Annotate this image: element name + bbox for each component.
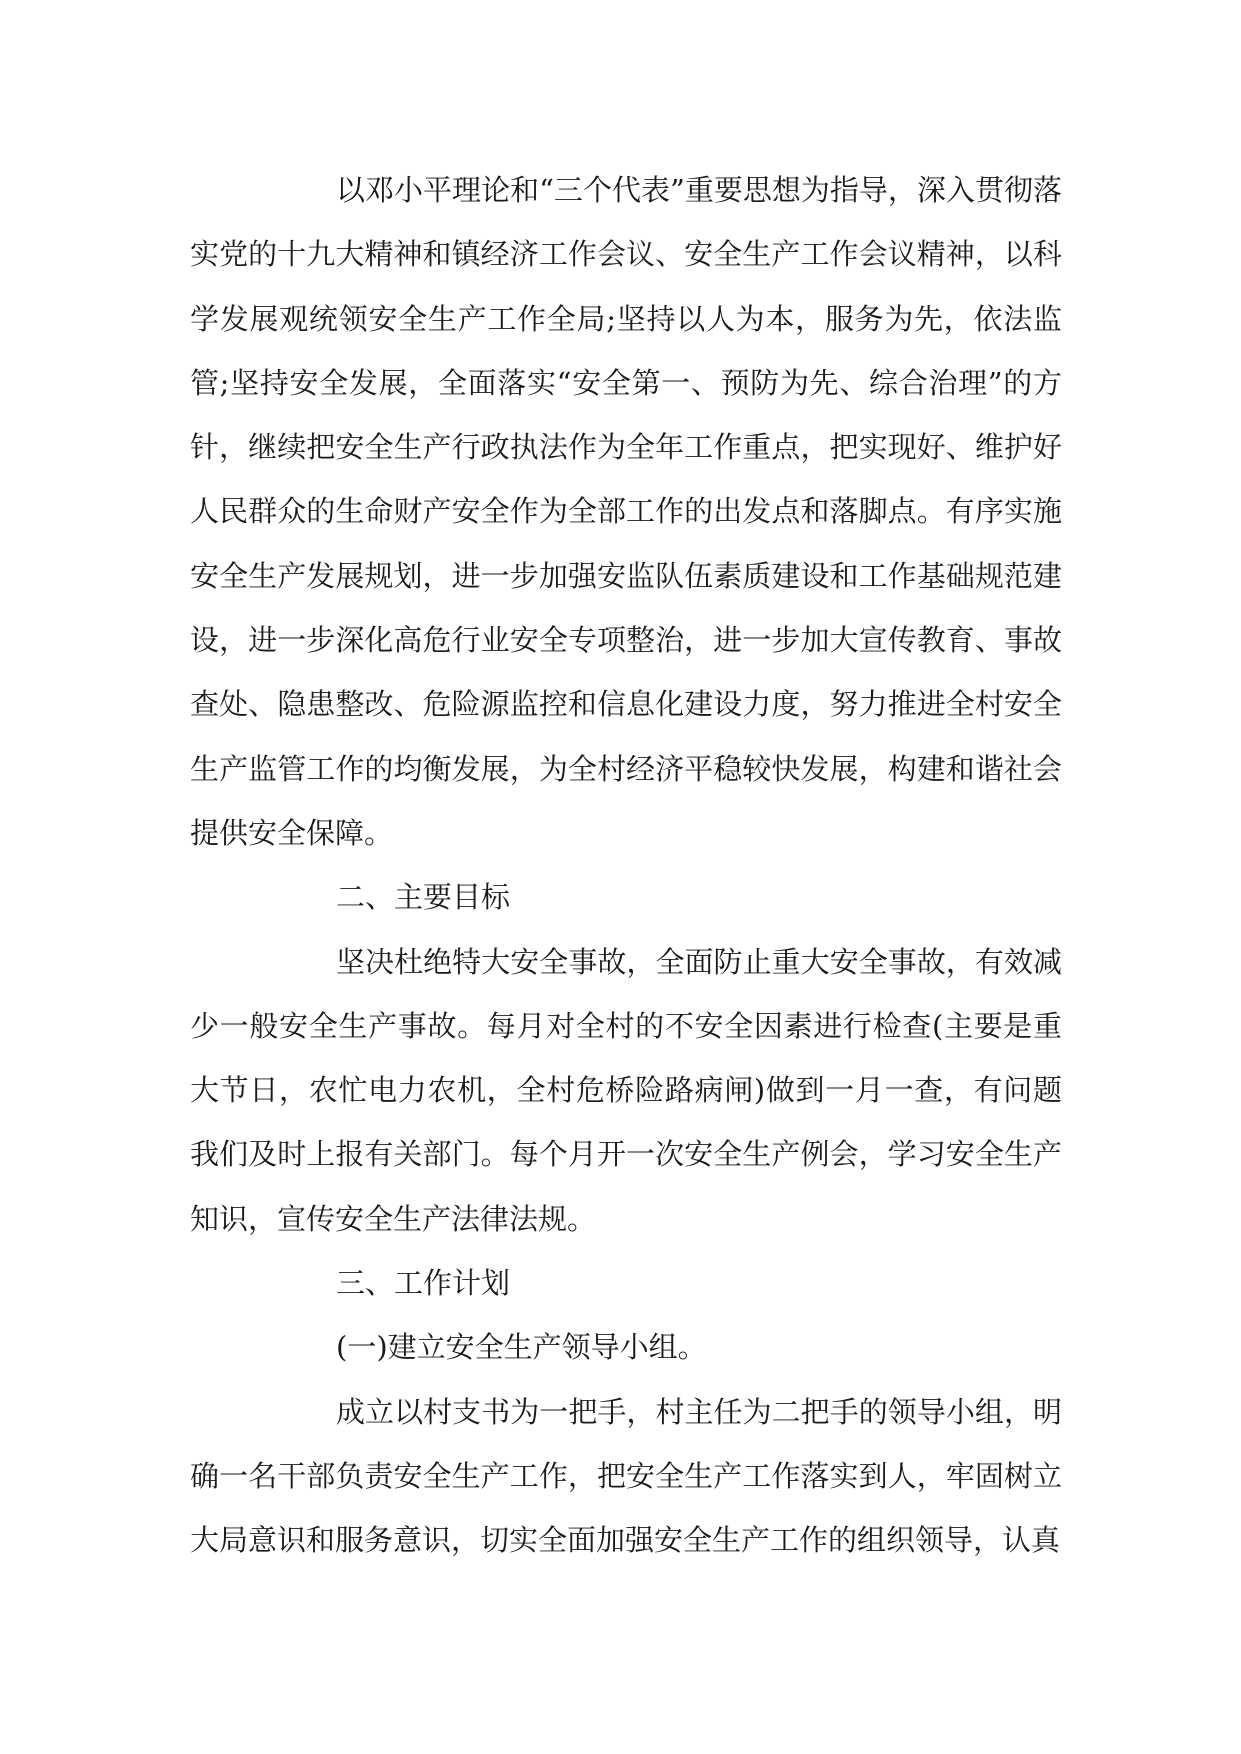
leadership-group-paragraph: 成立以村支书为一把手，村主任为二把手的领导小组，明确一名干部负责安全生产工作，把安全生产工作落实到人，牢固树立大局意识和服务意识，切实全面加强安全生产工作的组织领导，认真	[190, 1394, 1062, 1558]
work-plan-item-1-heading: (一)建立安全生产领导小组。	[336, 1330, 707, 1365]
guiding-principle-paragraph: 以邓小平理论和“三个代表”重要思想为指导，深入贯彻落实党的十九大精神和镇经济工作会议、安全生产工作会议精神，以科学发展观统领安全生产工作全局;坚持以人为本，服务为先，依法监管;坚持安全发展，全面落实“安全第一、预防为先、综合治理”的方针，继续把安全生产行政执法作为全年工作重点，把实现好、维护好人民群众的生命财产安全作为全部工作的出发点和落脚点。有序实施安全生产发展规划，进一步加强安监队伍素质建设和工作基础规范建设，进一步深化高危行业安全专项整治，进一步加大宣传教育、事故查处、隐患整改、危险源监控和信息化建设力度，努力推进全村安全生产监管工作的均衡发展，为全村经济平稳较快发展，构建和谐社会提供安全保障。	[190, 173, 1062, 850]
section-heading-main-goals: 二、主要目标	[336, 880, 511, 915]
document-body	[190, 158, 1062, 1573]
main-goals-paragraph: 坚决杜绝特大安全事故，全面防止重大安全事故，有效减少一般安全生产事故。每月对全村的不安全因素进行检查(主要是重大节日，农忙电力农机，全村危桥险路病闸)做到一月一查，有问题我们及时上报有关部门。每个月开一次安全生产例会，学习安全生产知识，宣传安全生产法律法规。	[190, 944, 1062, 1236]
section-heading-work-plan: 三、工作计划	[336, 1266, 511, 1301]
